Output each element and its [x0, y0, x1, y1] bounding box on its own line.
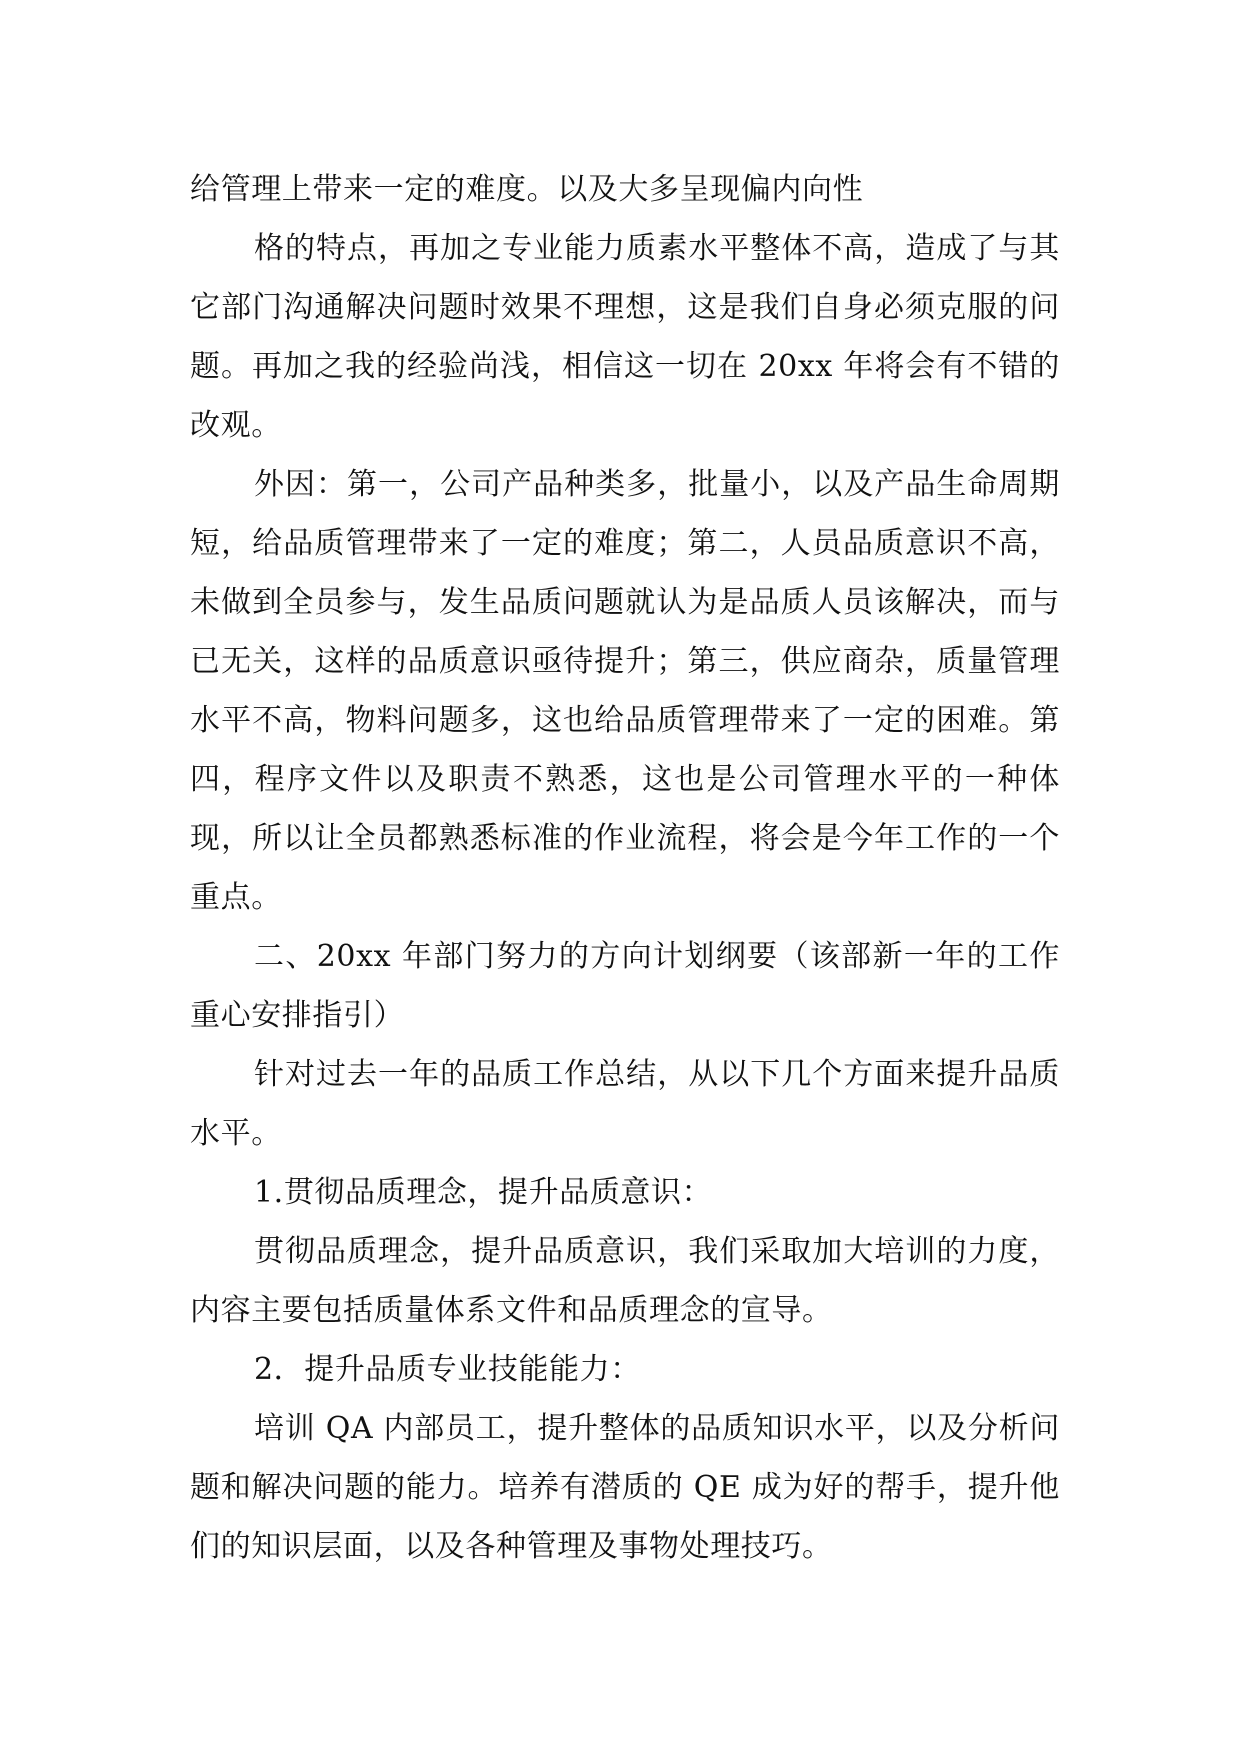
subheading: 1.贯彻品质理念，提升品质意识：: [254, 1175, 713, 1210]
paragraph: 格的特点，再加之专业能力质素水平整体不高，造成了与其它部门沟通解决问题时效果不理想，这是我们自身必须克服的问题。再加之我的经验尚浅，相信这一切在 20xx 年将会有不错的改观。: [190, 231, 1060, 443]
section-heading: 二、20xx 年部门努力的方向计划纲要（该部新一年的工作重心安排指引）: [190, 939, 1060, 1033]
document-body: [190, 160, 1060, 1576]
paragraph: 培训 QA 内部员工，提升整体的品质知识水平，以及分析问题和解决问题的能力。培养有潜质的 QE 成为好的帮手，提升他们的知识层面，以及各种管理及事物处理技巧。: [190, 1411, 1060, 1564]
paragraph: 外因：第一，公司产品种类多，批量小，以及产品生命周期短，给品质管理带来了一定的难度；第二，人员品质意识不高，未做到全员参与，发生品质问题就认为是品质人员该解决，而与已无关，这样的品质意识亟待提升；第三，供应商杂，质量管理水平不高，物料问题多，这也给品质管理带来了一定的困难。第四，程序文件以及职责不熟悉，这也是公司管理水平的一种体现，所以让全员都熟悉标准的作业流程，将会是今年工作的一个重点。: [190, 467, 1060, 915]
subheading: 2．提升品质专业技能能力：: [254, 1352, 641, 1387]
paragraph: 贯彻品质理念，提升品质意识，我们采取加大培训的力度，内容主要包括质量体系文件和品质理念的宣导。: [190, 1234, 1060, 1328]
paragraph: 针对过去一年的品质工作总结，从以下几个方面来提升品质水平。: [190, 1057, 1060, 1151]
paragraph: 给管理上带来一定的难度。以及大多呈现偏内向性: [190, 172, 864, 207]
